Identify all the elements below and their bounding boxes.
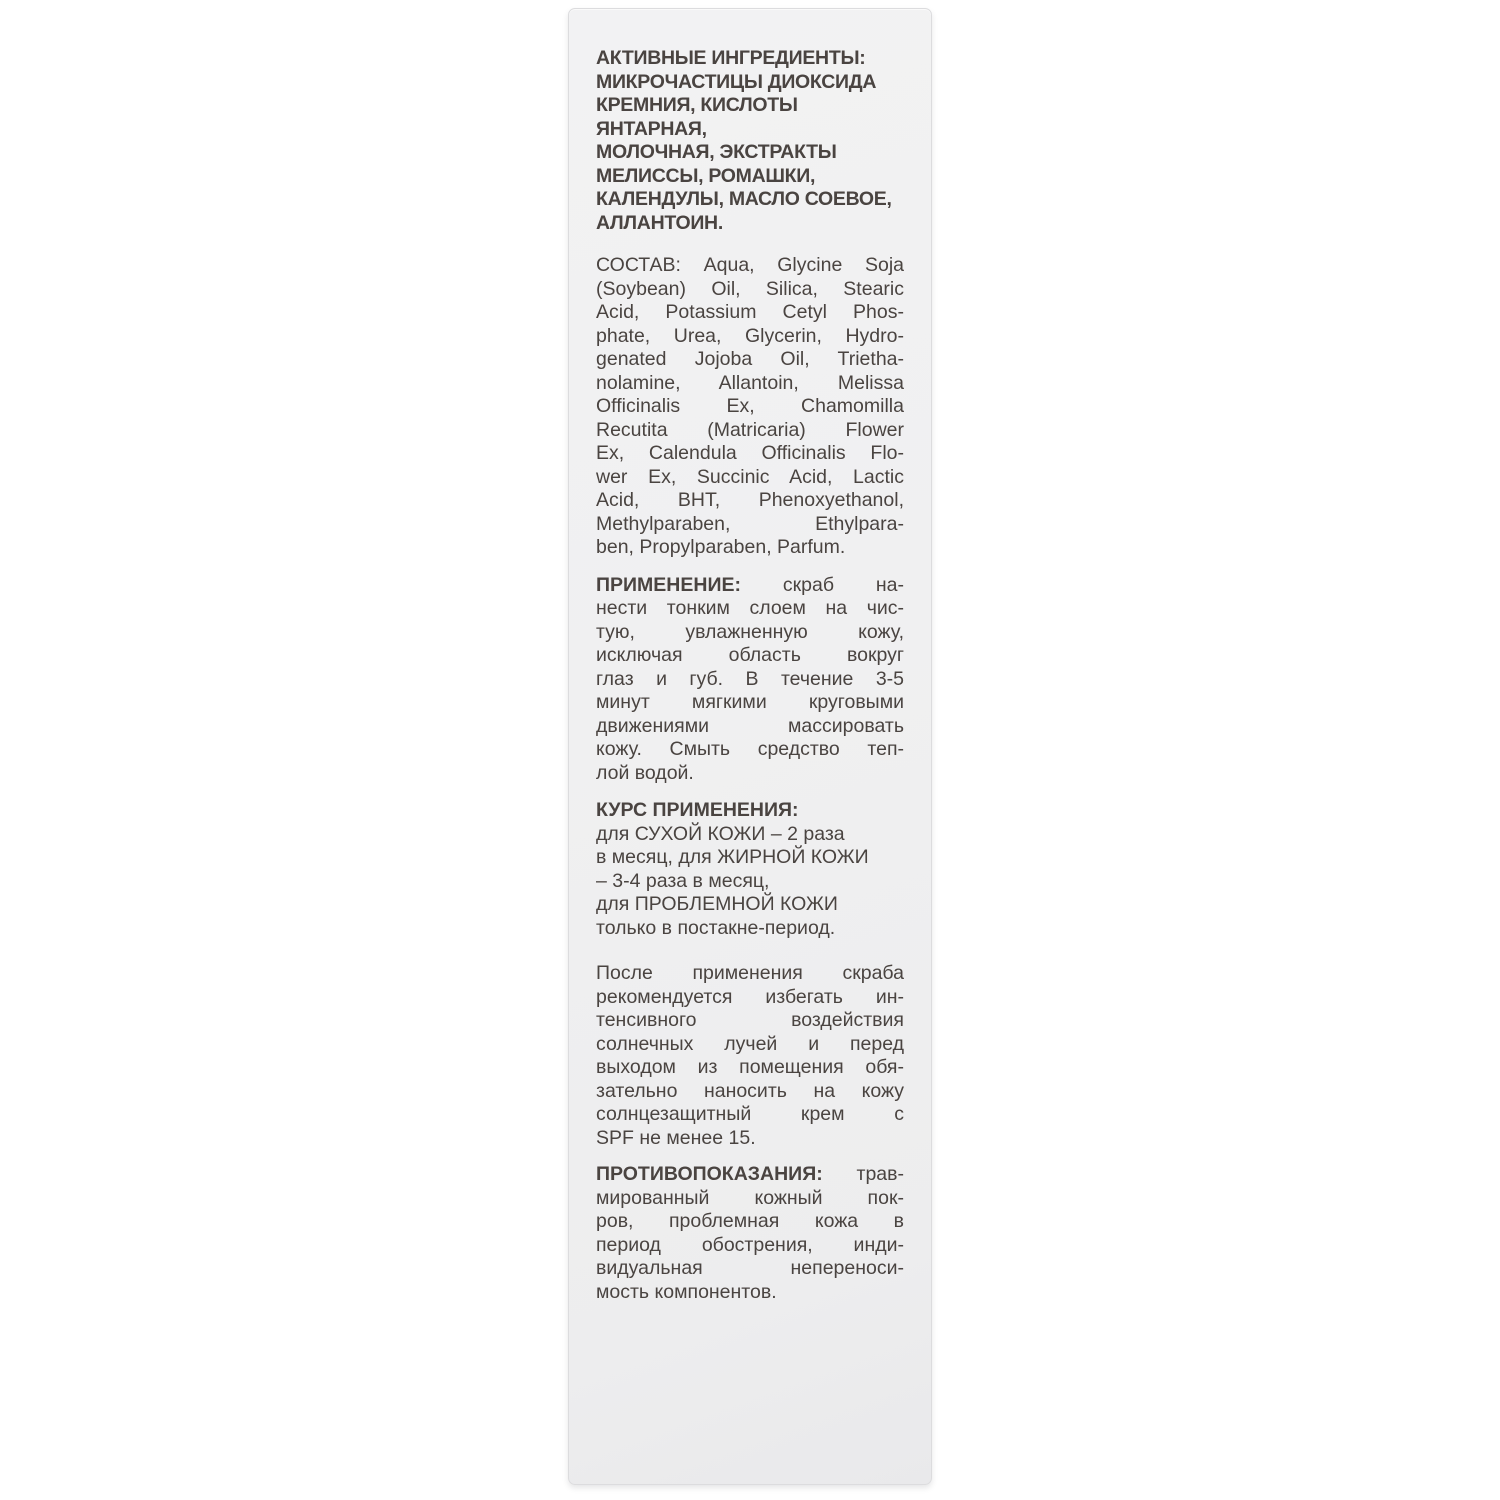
text-line: лой водой. <box>596 761 694 784</box>
text-line: только в постакне-период. <box>596 916 836 939</box>
text-line: нести тонким слоем на чис- <box>596 597 904 619</box>
text-line: зательно наносить на кожу <box>596 1079 904 1102</box>
text-line: период обострения, инди- <box>596 1233 904 1256</box>
text-line: wer Ex, Succinic Acid, Lactic <box>596 465 904 488</box>
section-heading: КУРС ПРИМЕНЕНИЯ: <box>596 799 799 821</box>
text-line: тую, увлажненную кожу, <box>596 620 904 643</box>
text-line: (Soybean) Oil, Silica, Stearic <box>596 277 904 300</box>
text-line: глаз и губ. В течение 3-5 <box>596 667 904 690</box>
section-active-ingredients <box>596 47 904 235</box>
text-line: солнцезащитный крем с <box>596 1103 904 1125</box>
text-line: SPF не менее 15. <box>596 1126 756 1149</box>
section-composition <box>596 254 904 560</box>
text-line: – 3-4 раза в месяц, <box>596 869 770 892</box>
text-line: движениями массировать <box>596 714 904 737</box>
text-line: ров, проблемная кожа в <box>596 1210 904 1232</box>
text-line: Acid, BHT, Phenoxyethanol, <box>596 489 904 511</box>
text-line: мированный кожный пок- <box>596 1186 904 1209</box>
section-heading: ПРИМЕНЕНИЕ: <box>596 573 741 596</box>
text-line: ПРИМЕНЕНИЕ: скраб на- <box>596 573 904 596</box>
text-line: выходом из помещения обя- <box>596 1056 904 1078</box>
text-line: Methylparaben, Ethylpara- <box>596 512 904 535</box>
text-line: МЕЛИССЫ, РОМАШКИ, <box>596 164 816 187</box>
text-line: Acid, Potassium Cetyl Phos- <box>596 301 904 323</box>
text-line: АКТИВНЫЕ ИНГРЕДИЕНТЫ: <box>596 47 866 69</box>
text-line: исключая область вокруг <box>596 644 904 666</box>
text-line: Recutita (Matricaria) Flower <box>596 418 904 441</box>
text-line: Officinalis Ex, Chamomilla <box>596 395 904 417</box>
text-line: МОЛОЧНАЯ, ЭКСТРАКТЫ <box>596 141 837 163</box>
text-line: мость компонентов. <box>596 1280 777 1303</box>
text-line: nolamine, Allantoin, Melissa <box>596 371 904 394</box>
section-application <box>596 574 904 786</box>
text-line: тенсивного воздействия <box>596 1009 904 1031</box>
text-line: После применения скраба <box>596 962 904 984</box>
text-line: КАЛЕНДУЛЫ, МАСЛО СОЕВОЕ, <box>596 188 892 210</box>
text-line: минут мягкими круговыми <box>596 691 904 713</box>
section-contraindications <box>596 1163 904 1304</box>
text-line: КРЕМНИЯ, КИСЛОТЫ ЯНТАРНАЯ, <box>596 94 798 140</box>
text-line: МИКРОЧАСТИЦЫ ДИОКСИДА <box>596 70 877 93</box>
text-line: phate, Urea, Glycerin, Hydro- <box>596 324 904 347</box>
text-line: для СУХОЙ КОЖИ – 2 раза <box>596 822 845 845</box>
text-line: АЛЛАНТОИН. <box>596 211 723 234</box>
text-line: ben, Propylparaben, Parfum. <box>596 536 846 558</box>
section-usage-course <box>596 799 904 940</box>
text-line: СОСТАВ: Aqua, Glycine Soja <box>596 254 904 276</box>
section-after-use-warning <box>596 962 904 1150</box>
text-line: genated Jojoba Oil, Trietha- <box>596 348 904 370</box>
text-line: Ex, Calendula Officinalis Flo- <box>596 442 904 464</box>
text-line <box>596 799 904 823</box>
text-line: ПРОТИВОПОКАЗАНИЯ: трав- <box>596 1163 904 1185</box>
text-line: в месяц, для ЖИРНОЙ КОЖИ <box>596 846 869 868</box>
text-line: солнечных лучей и перед <box>596 1032 904 1055</box>
text-line: для ПРОБЛЕМНОЙ КОЖИ <box>596 893 838 915</box>
text-line: рекомендуется избегать ин- <box>596 985 904 1008</box>
text-line: кожу. Смыть средство теп- <box>596 738 904 760</box>
section-heading: ПРОТИВОПОКАЗАНИЯ: <box>596 1163 823 1185</box>
label-text-column <box>596 47 904 1304</box>
product-box-back-panel <box>568 8 932 1485</box>
text-line: видуальная непереноси- <box>596 1257 904 1279</box>
